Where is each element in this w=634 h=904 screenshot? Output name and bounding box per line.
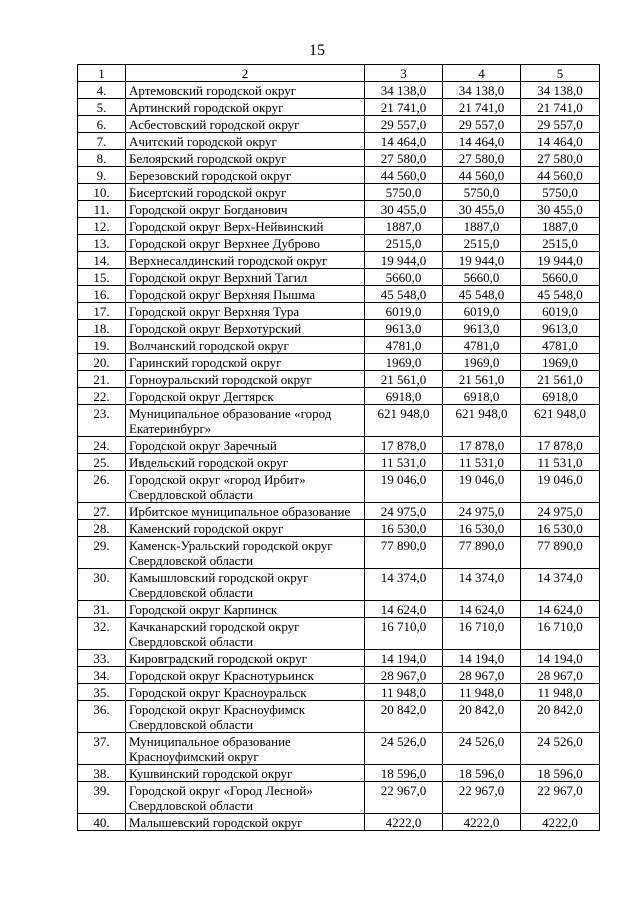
column-3-value-cell: 77 890,0 (365, 537, 443, 569)
column-5-value-cell: 5750,0 (521, 184, 600, 201)
column-3-value-cell: 14 624,0 (365, 601, 443, 618)
table-row (78, 320, 600, 337)
column-5-value-cell: 14 464,0 (521, 133, 600, 150)
table-row (78, 569, 600, 601)
column-4-value-cell: 18 596,0 (443, 765, 521, 782)
row-number-cell: 36. (78, 701, 126, 733)
column-5-value-cell: 18 596,0 (521, 765, 600, 782)
municipality-name-cell: Ивдельский городской округ (126, 454, 365, 471)
table-row (78, 303, 600, 320)
column-3-value-cell: 9613,0 (365, 320, 443, 337)
table-row (78, 167, 600, 184)
page-number: 15 (309, 42, 325, 59)
row-number-cell: 32. (78, 618, 126, 650)
table-row (78, 405, 600, 437)
column-3-value-cell: 621 948,0 (365, 405, 443, 437)
table-row (78, 371, 600, 388)
column-4-value-cell: 21 561,0 (443, 371, 521, 388)
municipality-name-cell: Городской округ Верхний Тагил (126, 269, 365, 286)
table-row (78, 218, 600, 235)
table-row (78, 286, 600, 303)
column-4-value-cell: 22 967,0 (443, 782, 521, 814)
column-header-1: 1 (78, 65, 126, 82)
row-number-cell: 23. (78, 405, 126, 437)
table-row (78, 733, 600, 765)
row-number-cell: 8. (78, 150, 126, 167)
column-3-value-cell: 14 374,0 (365, 569, 443, 601)
row-number-cell: 40. (78, 814, 126, 831)
column-4-value-cell: 11 531,0 (443, 454, 521, 471)
row-number-cell: 7. (78, 133, 126, 150)
column-5-value-cell: 11 531,0 (521, 454, 600, 471)
column-3-value-cell: 17 878,0 (365, 437, 443, 454)
table-row (78, 701, 600, 733)
column-3-value-cell: 5660,0 (365, 269, 443, 286)
column-header-3: 3 (365, 65, 443, 82)
row-number-cell: 18. (78, 320, 126, 337)
column-5-value-cell: 34 138,0 (521, 82, 600, 99)
column-3-value-cell: 19 944,0 (365, 252, 443, 269)
municipality-name-cell: Горноуральский городской округ (126, 371, 365, 388)
table-row (78, 454, 600, 471)
table-row (78, 471, 600, 503)
column-4-value-cell: 77 890,0 (443, 537, 521, 569)
table-row (78, 782, 600, 814)
column-3-value-cell: 11 531,0 (365, 454, 443, 471)
municipality-name-cell: Артинский городской округ (126, 99, 365, 116)
municipality-name-cell: Городской округ Верхняя Тура (126, 303, 365, 320)
municipality-name-cell: Городской округ «Город Лесной» Свердловской области (126, 782, 365, 814)
municipality-name-cell: Городской округ Верхнее Дуброво (126, 235, 365, 252)
column-3-value-cell: 29 557,0 (365, 116, 443, 133)
column-5-value-cell: 6918,0 (521, 388, 600, 405)
municipality-name-cell: Городской округ Карпинск (126, 601, 365, 618)
column-5-value-cell: 21 561,0 (521, 371, 600, 388)
column-3-value-cell: 6918,0 (365, 388, 443, 405)
column-3-value-cell: 44 560,0 (365, 167, 443, 184)
table-row (78, 354, 600, 371)
row-number-cell: 17. (78, 303, 126, 320)
table-row (78, 537, 600, 569)
municipality-name-cell: Каменск-Уральский городской округ Свердловской области (126, 537, 365, 569)
municipality-name-cell: Ирбитское муниципальное образование (126, 503, 365, 520)
column-4-value-cell: 34 138,0 (443, 82, 521, 99)
row-number-cell: 16. (78, 286, 126, 303)
column-4-value-cell: 30 455,0 (443, 201, 521, 218)
table-row (78, 337, 600, 354)
table-row (78, 116, 600, 133)
column-4-value-cell: 29 557,0 (443, 116, 521, 133)
table-row (78, 503, 600, 520)
column-5-value-cell: 21 741,0 (521, 99, 600, 116)
row-number-cell: 14. (78, 252, 126, 269)
column-5-value-cell: 30 455,0 (521, 201, 600, 218)
municipality-name-cell: Камышловский городской округ Свердловской области (126, 569, 365, 601)
municipality-name-cell: Каменский городской округ (126, 520, 365, 537)
table-row (78, 201, 600, 218)
column-3-value-cell: 2515,0 (365, 235, 443, 252)
column-4-value-cell: 24 526,0 (443, 733, 521, 765)
column-3-value-cell: 6019,0 (365, 303, 443, 320)
municipality-name-cell: Кушвинский городской округ (126, 765, 365, 782)
column-4-value-cell: 9613,0 (443, 320, 521, 337)
municipality-name-cell: Городской округ Красноуральск (126, 684, 365, 701)
column-5-value-cell: 2515,0 (521, 235, 600, 252)
column-3-value-cell: 24 526,0 (365, 733, 443, 765)
municipality-name-cell: Кировградский городской округ (126, 650, 365, 667)
column-5-value-cell: 621 948,0 (521, 405, 600, 437)
column-3-value-cell: 27 580,0 (365, 150, 443, 167)
column-3-value-cell: 11 948,0 (365, 684, 443, 701)
table-row (78, 814, 600, 831)
column-3-value-cell: 28 967,0 (365, 667, 443, 684)
column-3-value-cell: 14 194,0 (365, 650, 443, 667)
column-4-value-cell: 6918,0 (443, 388, 521, 405)
column-5-value-cell: 19 046,0 (521, 471, 600, 503)
municipality-name-cell: Городской округ Богданович (126, 201, 365, 218)
table-row (78, 684, 600, 701)
column-header-2: 2 (126, 65, 365, 82)
column-3-value-cell: 5750,0 (365, 184, 443, 201)
column-4-value-cell: 16 530,0 (443, 520, 521, 537)
row-number-cell: 22. (78, 388, 126, 405)
column-3-value-cell: 19 046,0 (365, 471, 443, 503)
table-row (78, 269, 600, 286)
column-4-value-cell: 20 842,0 (443, 701, 521, 733)
row-number-cell: 9. (78, 167, 126, 184)
table-row (78, 235, 600, 252)
column-4-value-cell: 14 464,0 (443, 133, 521, 150)
budget-table (77, 64, 600, 831)
municipality-name-cell: Городской округ Заречный (126, 437, 365, 454)
municipality-name-cell: Городской округ «город Ирбит» Свердловской области (126, 471, 365, 503)
column-4-value-cell: 2515,0 (443, 235, 521, 252)
column-3-value-cell: 16 710,0 (365, 618, 443, 650)
municipality-name-cell: Малышевский городской округ (126, 814, 365, 831)
municipality-name-cell: Муниципальное образование Красноуфимский округ (126, 733, 365, 765)
column-5-value-cell: 1887,0 (521, 218, 600, 235)
municipality-name-cell: Березовский городской округ (126, 167, 365, 184)
column-5-value-cell: 24 526,0 (521, 733, 600, 765)
column-4-value-cell: 19 046,0 (443, 471, 521, 503)
column-5-value-cell: 17 878,0 (521, 437, 600, 454)
column-header-5: 5 (521, 65, 600, 82)
column-5-value-cell: 14 624,0 (521, 601, 600, 618)
column-4-value-cell: 21 741,0 (443, 99, 521, 116)
row-number-cell: 28. (78, 520, 126, 537)
municipality-name-cell: Городской округ Краснотурьинск (126, 667, 365, 684)
column-4-value-cell: 24 975,0 (443, 503, 521, 520)
row-number-cell: 31. (78, 601, 126, 618)
municipality-name-cell: Городской округ Красноуфимск Свердловской области (126, 701, 365, 733)
row-number-cell: 29. (78, 537, 126, 569)
table-row (78, 601, 600, 618)
row-number-cell: 30. (78, 569, 126, 601)
row-number-cell: 10. (78, 184, 126, 201)
row-number-cell: 26. (78, 471, 126, 503)
row-number-cell: 19. (78, 337, 126, 354)
column-5-value-cell: 77 890,0 (521, 537, 600, 569)
column-5-value-cell: 22 967,0 (521, 782, 600, 814)
row-number-cell: 5. (78, 99, 126, 116)
row-number-cell: 37. (78, 733, 126, 765)
column-3-value-cell: 21 741,0 (365, 99, 443, 116)
table-row (78, 133, 600, 150)
row-number-cell: 27. (78, 503, 126, 520)
column-header-4: 4 (443, 65, 521, 82)
column-3-value-cell: 45 548,0 (365, 286, 443, 303)
column-5-value-cell: 28 967,0 (521, 667, 600, 684)
column-5-value-cell: 1969,0 (521, 354, 600, 371)
column-3-value-cell: 4222,0 (365, 814, 443, 831)
table-row (78, 388, 600, 405)
row-number-cell: 20. (78, 354, 126, 371)
table-row (78, 650, 600, 667)
row-number-cell: 4. (78, 82, 126, 99)
table-row (78, 520, 600, 537)
table-row (78, 765, 600, 782)
table-row (78, 667, 600, 684)
table-row (78, 82, 600, 99)
municipality-name-cell: Городской округ Дегтярск (126, 388, 365, 405)
municipality-name-cell: Городской округ Верхотурский (126, 320, 365, 337)
column-3-value-cell: 30 455,0 (365, 201, 443, 218)
column-4-value-cell: 5660,0 (443, 269, 521, 286)
column-3-value-cell: 16 530,0 (365, 520, 443, 537)
column-5-value-cell: 20 842,0 (521, 701, 600, 733)
table-row (78, 437, 600, 454)
column-4-value-cell: 14 194,0 (443, 650, 521, 667)
municipality-name-cell: Артемовский городской округ (126, 82, 365, 99)
row-number-cell: 39. (78, 782, 126, 814)
row-number-cell: 6. (78, 116, 126, 133)
column-5-value-cell: 44 560,0 (521, 167, 600, 184)
table-row (78, 150, 600, 167)
municipality-name-cell: Асбестовский городской округ (126, 116, 365, 133)
column-5-value-cell: 5660,0 (521, 269, 600, 286)
column-4-value-cell: 6019,0 (443, 303, 521, 320)
row-number-cell: 13. (78, 235, 126, 252)
column-5-value-cell: 14 194,0 (521, 650, 600, 667)
column-3-value-cell: 14 464,0 (365, 133, 443, 150)
column-4-value-cell: 16 710,0 (443, 618, 521, 650)
row-number-cell: 34. (78, 667, 126, 684)
column-4-value-cell: 1887,0 (443, 218, 521, 235)
column-5-value-cell: 19 944,0 (521, 252, 600, 269)
municipality-name-cell: Верхнесалдинский городской округ (126, 252, 365, 269)
row-number-cell: 21. (78, 371, 126, 388)
column-4-value-cell: 44 560,0 (443, 167, 521, 184)
column-4-value-cell: 1969,0 (443, 354, 521, 371)
column-3-value-cell: 20 842,0 (365, 701, 443, 733)
municipality-name-cell: Ачитский городской округ (126, 133, 365, 150)
column-4-value-cell: 19 944,0 (443, 252, 521, 269)
table-row (78, 252, 600, 269)
column-4-value-cell: 45 548,0 (443, 286, 521, 303)
column-4-value-cell: 621 948,0 (443, 405, 521, 437)
municipality-name-cell: Гаринский городской округ (126, 354, 365, 371)
row-number-cell: 33. (78, 650, 126, 667)
column-4-value-cell: 11 948,0 (443, 684, 521, 701)
column-5-value-cell: 27 580,0 (521, 150, 600, 167)
column-4-value-cell: 17 878,0 (443, 437, 521, 454)
row-number-cell: 25. (78, 454, 126, 471)
column-5-value-cell: 4222,0 (521, 814, 600, 831)
table-row (78, 99, 600, 116)
row-number-cell: 12. (78, 218, 126, 235)
column-5-value-cell: 24 975,0 (521, 503, 600, 520)
column-4-value-cell: 28 967,0 (443, 667, 521, 684)
column-3-value-cell: 24 975,0 (365, 503, 443, 520)
municipality-name-cell: Бисертский городской округ (126, 184, 365, 201)
municipality-name-cell: Белоярский городской округ (126, 150, 365, 167)
column-4-value-cell: 5750,0 (443, 184, 521, 201)
column-5-value-cell: 29 557,0 (521, 116, 600, 133)
column-3-value-cell: 1969,0 (365, 354, 443, 371)
column-5-value-cell: 6019,0 (521, 303, 600, 320)
column-5-value-cell: 45 548,0 (521, 286, 600, 303)
column-5-value-cell: 9613,0 (521, 320, 600, 337)
column-3-value-cell: 34 138,0 (365, 82, 443, 99)
row-number-cell: 11. (78, 201, 126, 218)
row-number-cell: 38. (78, 765, 126, 782)
column-5-value-cell: 16 530,0 (521, 520, 600, 537)
column-4-value-cell: 14 624,0 (443, 601, 521, 618)
column-4-value-cell: 14 374,0 (443, 569, 521, 601)
municipality-name-cell: Городской округ Верх-Нейвинский (126, 218, 365, 235)
column-3-value-cell: 1887,0 (365, 218, 443, 235)
column-3-value-cell: 22 967,0 (365, 782, 443, 814)
column-4-value-cell: 4781,0 (443, 337, 521, 354)
row-number-cell: 35. (78, 684, 126, 701)
column-4-value-cell: 4222,0 (443, 814, 521, 831)
column-3-value-cell: 21 561,0 (365, 371, 443, 388)
municipality-name-cell: Городской округ Верхняя Пышма (126, 286, 365, 303)
column-5-value-cell: 14 374,0 (521, 569, 600, 601)
column-5-value-cell: 11 948,0 (521, 684, 600, 701)
table-row (78, 618, 600, 650)
column-5-value-cell: 16 710,0 (521, 618, 600, 650)
municipality-name-cell: Качканарский городской округ Свердловской области (126, 618, 365, 650)
row-number-cell: 24. (78, 437, 126, 454)
table-header-row (78, 65, 600, 82)
column-3-value-cell: 4781,0 (365, 337, 443, 354)
municipality-name-cell: Муниципальное образование «город Екатеринбург» (126, 405, 365, 437)
column-4-value-cell: 27 580,0 (443, 150, 521, 167)
column-3-value-cell: 18 596,0 (365, 765, 443, 782)
column-5-value-cell: 4781,0 (521, 337, 600, 354)
municipality-name-cell: Волчанский городской округ (126, 337, 365, 354)
row-number-cell: 15. (78, 269, 126, 286)
table-row (78, 184, 600, 201)
